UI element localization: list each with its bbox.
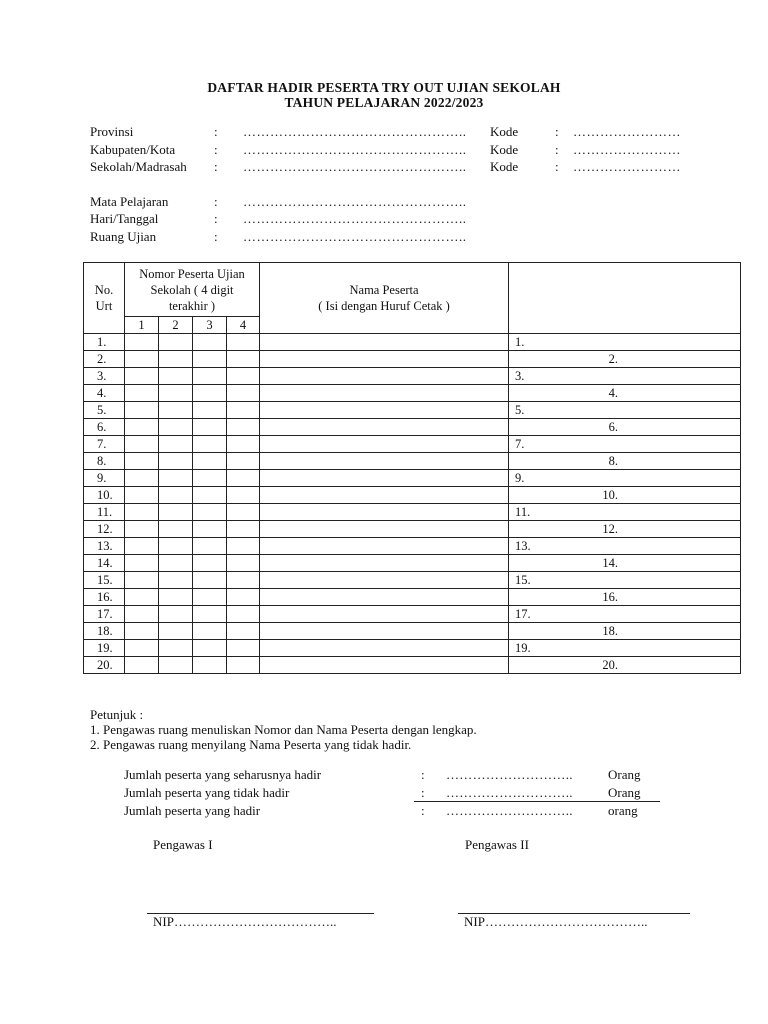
info-colon: : bbox=[214, 159, 218, 174]
signature-title-pengawas-2: Pengawas II bbox=[465, 837, 529, 852]
digit-cell[interactable] bbox=[159, 606, 193, 623]
digit-cell[interactable] bbox=[227, 589, 260, 606]
digit-cell[interactable] bbox=[159, 504, 193, 521]
summary-fill: ……………………….. bbox=[446, 803, 573, 818]
signature-cell[interactable]: 10. bbox=[509, 487, 741, 504]
header-tanda-tangan bbox=[509, 263, 741, 334]
digit-cell[interactable] bbox=[227, 419, 260, 436]
digit-cell[interactable] bbox=[159, 640, 193, 657]
info-colon: : bbox=[214, 229, 218, 244]
table-row bbox=[84, 521, 741, 538]
participant-name-cell[interactable] bbox=[260, 589, 509, 606]
table-row bbox=[84, 351, 741, 368]
digit-cell[interactable] bbox=[159, 470, 193, 487]
digit-cell[interactable] bbox=[125, 402, 159, 419]
participant-name-cell[interactable] bbox=[260, 538, 509, 555]
row-number: 14. bbox=[84, 555, 125, 572]
summary-colon: : bbox=[421, 785, 425, 800]
digit-cell[interactable] bbox=[227, 640, 260, 657]
info-fill-kabupaten: ………………………………………….. bbox=[243, 142, 467, 157]
row-number: 3. bbox=[84, 368, 125, 385]
digit-cell[interactable] bbox=[125, 504, 159, 521]
summary-unit: Orang bbox=[608, 767, 641, 782]
participant-name-cell[interactable] bbox=[260, 487, 509, 504]
signature-cell[interactable]: 14. bbox=[509, 555, 741, 572]
signature-cell[interactable]: 6. bbox=[509, 419, 741, 436]
info-colon: : bbox=[214, 211, 218, 226]
row-number: 13. bbox=[84, 538, 125, 555]
digit-cell[interactable] bbox=[125, 538, 159, 555]
signature-cell[interactable]: 13. bbox=[509, 538, 741, 555]
header-digit-1: 1 bbox=[125, 317, 159, 334]
summary-label-seharusnya: Jumlah peserta yang seharusnya hadir bbox=[124, 767, 322, 782]
signature-cell[interactable]: 17. bbox=[509, 606, 741, 623]
header-nama-line2: ( Isi dengan Huruf Cetak ) bbox=[318, 299, 450, 313]
digit-cell[interactable] bbox=[125, 453, 159, 470]
digit-cell[interactable] bbox=[193, 538, 227, 555]
participant-name-cell[interactable] bbox=[260, 453, 509, 470]
summary-fill: ……………………….. bbox=[446, 785, 573, 800]
summary-label-hadir: Jumlah peserta yang hadir bbox=[124, 803, 261, 818]
header-nama-line1: Nama Peserta bbox=[349, 283, 419, 297]
digit-cell[interactable] bbox=[193, 521, 227, 538]
kode-fill: …………………… bbox=[573, 142, 681, 157]
digit-cell[interactable] bbox=[227, 657, 260, 674]
participant-name-cell[interactable] bbox=[260, 470, 509, 487]
row-number: 15. bbox=[84, 572, 125, 589]
digit-cell[interactable] bbox=[159, 351, 193, 368]
digit-cell[interactable] bbox=[193, 504, 227, 521]
info-label-mata-pelajaran: Mata Pelajaran bbox=[90, 194, 169, 209]
info-fill-ruang-ujian: ………………………………………….. bbox=[243, 229, 467, 244]
row-number: 19. bbox=[84, 640, 125, 657]
participant-name-cell[interactable] bbox=[260, 657, 509, 674]
table-row bbox=[84, 419, 741, 436]
digit-cell[interactable] bbox=[159, 334, 193, 351]
digit-cell[interactable] bbox=[125, 572, 159, 589]
table-row bbox=[84, 555, 741, 572]
digit-cell[interactable] bbox=[227, 470, 260, 487]
info-fill-provinsi: ………………………………………….. bbox=[243, 124, 467, 139]
digit-cell[interactable] bbox=[227, 487, 260, 504]
digit-cell[interactable] bbox=[159, 436, 193, 453]
table-row bbox=[84, 504, 741, 521]
row-number: 6. bbox=[84, 419, 125, 436]
participant-name-cell[interactable] bbox=[260, 385, 509, 402]
table-row bbox=[84, 402, 741, 419]
header-digit-4: 4 bbox=[227, 317, 260, 334]
digit-cell[interactable] bbox=[193, 572, 227, 589]
info-label-provinsi: Provinsi bbox=[90, 124, 134, 139]
digit-cell[interactable] bbox=[227, 623, 260, 640]
table-row bbox=[84, 368, 741, 385]
digit-cell[interactable] bbox=[159, 555, 193, 572]
info-colon: : bbox=[214, 142, 218, 157]
digit-cell[interactable] bbox=[125, 521, 159, 538]
table-row bbox=[84, 470, 741, 487]
participant-name-cell[interactable] bbox=[260, 640, 509, 657]
digit-cell[interactable] bbox=[125, 555, 159, 572]
digit-cell[interactable] bbox=[193, 470, 227, 487]
info-fill-hari-tanggal: ………………………………………….. bbox=[243, 211, 467, 226]
participant-name-cell[interactable] bbox=[260, 623, 509, 640]
digit-cell[interactable] bbox=[125, 487, 159, 504]
kode-label: Kode bbox=[490, 142, 519, 157]
participant-name-cell[interactable] bbox=[260, 555, 509, 572]
signature-cell[interactable]: 12. bbox=[509, 521, 741, 538]
digit-cell[interactable] bbox=[227, 385, 260, 402]
table-row bbox=[84, 538, 741, 555]
header-no-urt: No. Urt bbox=[84, 263, 125, 334]
signature-cell[interactable]: 15. bbox=[509, 572, 741, 589]
info-colon: : bbox=[214, 124, 218, 139]
digit-cell[interactable] bbox=[159, 453, 193, 470]
signature-cell[interactable]: 4. bbox=[509, 385, 741, 402]
digit-cell[interactable] bbox=[125, 589, 159, 606]
digit-cell[interactable] bbox=[159, 657, 193, 674]
row-number: 17. bbox=[84, 606, 125, 623]
signature-cell[interactable]: 1. bbox=[509, 334, 741, 351]
digit-cell[interactable] bbox=[193, 351, 227, 368]
document-title: DAFTAR HADIR PESERTA TRY OUT UJIAN SEKOLAH bbox=[207, 80, 561, 95]
participant-name-cell[interactable] bbox=[260, 351, 509, 368]
signature-cell[interactable]: 9. bbox=[509, 470, 741, 487]
info-colon: : bbox=[214, 194, 218, 209]
participant-name-cell[interactable] bbox=[260, 368, 509, 385]
digit-cell[interactable] bbox=[193, 334, 227, 351]
row-number: 10. bbox=[84, 487, 125, 504]
digit-cell[interactable] bbox=[193, 589, 227, 606]
table-row bbox=[84, 657, 741, 674]
kode-colon: : bbox=[555, 159, 559, 174]
table-row bbox=[84, 334, 741, 351]
digit-cell[interactable] bbox=[193, 640, 227, 657]
digit-cell[interactable] bbox=[227, 555, 260, 572]
digit-cell[interactable] bbox=[227, 521, 260, 538]
row-number: 5. bbox=[84, 402, 125, 419]
table-row bbox=[84, 487, 741, 504]
digit-cell[interactable] bbox=[159, 538, 193, 555]
kode-label: Kode bbox=[490, 124, 519, 139]
table-row bbox=[84, 589, 741, 606]
digit-cell[interactable] bbox=[227, 334, 260, 351]
digit-cell[interactable] bbox=[193, 402, 227, 419]
row-number: 18. bbox=[84, 623, 125, 640]
summary-colon: : bbox=[421, 803, 425, 818]
digit-cell[interactable] bbox=[125, 606, 159, 623]
digit-cell[interactable] bbox=[125, 436, 159, 453]
summary-unit: Orang bbox=[608, 785, 641, 800]
digit-cell[interactable] bbox=[125, 657, 159, 674]
info-label-ruang-ujian: Ruang Ujian bbox=[90, 229, 157, 244]
kode-fill: …………………… bbox=[573, 159, 681, 174]
participant-name-cell[interactable] bbox=[260, 419, 509, 436]
summary-divider bbox=[414, 801, 660, 802]
table-row bbox=[84, 453, 741, 470]
signature-cell[interactable]: 18. bbox=[509, 623, 741, 640]
instruction-item: 2. Pengawas ruang menyilang Nama Peserta yang tidak hadir. bbox=[90, 737, 412, 752]
instruction-item: 1. Pengawas ruang menuliskan Nomor dan Nama Peserta dengan lengkap. bbox=[90, 722, 477, 737]
row-number: 8. bbox=[84, 453, 125, 470]
summary-unit: orang bbox=[608, 803, 638, 818]
signature-cell[interactable]: 2. bbox=[509, 351, 741, 368]
header-nama-peserta bbox=[260, 263, 509, 334]
row-number: 4. bbox=[84, 385, 125, 402]
row-number: 12. bbox=[84, 521, 125, 538]
digit-cell[interactable] bbox=[159, 521, 193, 538]
digit-cell[interactable] bbox=[193, 368, 227, 385]
digit-cell[interactable] bbox=[159, 385, 193, 402]
digit-cell[interactable] bbox=[193, 623, 227, 640]
header-digit-3: 3 bbox=[193, 317, 227, 334]
signature-title-pengawas-1: Pengawas I bbox=[153, 837, 213, 852]
row-number: 9. bbox=[84, 470, 125, 487]
attendance-rows bbox=[84, 334, 741, 674]
digit-cell[interactable] bbox=[159, 402, 193, 419]
table-row bbox=[84, 385, 741, 402]
digit-cell[interactable] bbox=[227, 538, 260, 555]
kode-colon: : bbox=[555, 124, 559, 139]
signature-cell[interactable]: 16. bbox=[509, 589, 741, 606]
info-label-hari-tanggal: Hari/Tanggal bbox=[90, 211, 159, 226]
digit-cell[interactable] bbox=[227, 402, 260, 419]
digit-cell[interactable] bbox=[159, 572, 193, 589]
header-nomor-peserta: Nomor Peserta Ujian Sekolah ( 4 digit terakhir ) bbox=[125, 263, 260, 317]
row-number: 1. bbox=[84, 334, 125, 351]
kode-fill: …………………… bbox=[573, 124, 681, 139]
digit-cell[interactable] bbox=[193, 419, 227, 436]
digit-cell[interactable] bbox=[193, 453, 227, 470]
participant-name-cell[interactable] bbox=[260, 606, 509, 623]
digit-cell[interactable] bbox=[193, 657, 227, 674]
digit-cell[interactable] bbox=[227, 368, 260, 385]
participant-name-cell[interactable] bbox=[260, 436, 509, 453]
row-number: 7. bbox=[84, 436, 125, 453]
table-row bbox=[84, 606, 741, 623]
digit-cell[interactable] bbox=[125, 334, 159, 351]
digit-cell[interactable] bbox=[227, 504, 260, 521]
participant-name-cell[interactable] bbox=[260, 572, 509, 589]
digit-cell[interactable] bbox=[227, 351, 260, 368]
digit-cell[interactable] bbox=[125, 470, 159, 487]
nip-pengawas-1: NIP……………………………….. bbox=[153, 914, 337, 929]
signature-cell[interactable]: 8. bbox=[509, 453, 741, 470]
instructions-heading: Petunjuk : bbox=[90, 707, 144, 722]
digit-cell[interactable] bbox=[125, 640, 159, 657]
digit-cell[interactable] bbox=[125, 385, 159, 402]
digit-cell[interactable] bbox=[125, 368, 159, 385]
info-label-sekolah: Sekolah/Madrasah bbox=[90, 159, 187, 174]
digit-cell[interactable] bbox=[125, 419, 159, 436]
digit-cell[interactable] bbox=[159, 623, 193, 640]
digit-cell[interactable] bbox=[193, 385, 227, 402]
table-row bbox=[84, 623, 741, 640]
row-number: 2. bbox=[84, 351, 125, 368]
kode-colon: : bbox=[555, 142, 559, 157]
document-subtitle: TAHUN PELAJARAN 2022/2023 bbox=[284, 95, 484, 110]
summary-colon: : bbox=[421, 767, 425, 782]
row-number: 11. bbox=[84, 504, 125, 521]
kode-label: Kode bbox=[490, 159, 519, 174]
signature-cell[interactable]: 11. bbox=[509, 504, 741, 521]
info-label-kabupaten: Kabupaten/Kota bbox=[90, 142, 176, 157]
digit-cell[interactable] bbox=[193, 436, 227, 453]
attendance-table bbox=[83, 262, 741, 674]
digit-cell[interactable] bbox=[227, 572, 260, 589]
table-row bbox=[84, 436, 741, 453]
digit-cell[interactable] bbox=[159, 487, 193, 504]
participant-name-cell[interactable] bbox=[260, 402, 509, 419]
digit-cell[interactable] bbox=[159, 419, 193, 436]
digit-cell[interactable] bbox=[193, 487, 227, 504]
row-number: 16. bbox=[84, 589, 125, 606]
signature-cell[interactable]: 5. bbox=[509, 402, 741, 419]
summary-fill: ……………………….. bbox=[446, 767, 573, 782]
header-digit-2: 2 bbox=[159, 317, 193, 334]
participant-name-cell[interactable] bbox=[260, 504, 509, 521]
digit-cell[interactable] bbox=[227, 436, 260, 453]
digit-cell[interactable] bbox=[159, 589, 193, 606]
digit-cell[interactable] bbox=[193, 555, 227, 572]
info-fill-sekolah: ………………………………………….. bbox=[243, 159, 467, 174]
summary-label-tidak-hadir: Jumlah peserta yang tidak hadir bbox=[124, 785, 290, 800]
signature-cell[interactable]: 20. bbox=[509, 657, 741, 674]
table-row bbox=[84, 572, 741, 589]
participant-name-cell[interactable] bbox=[260, 521, 509, 538]
digit-cell[interactable] bbox=[125, 623, 159, 640]
signature-cell[interactable]: 3. bbox=[509, 368, 741, 385]
row-number: 20. bbox=[84, 657, 125, 674]
info-fill-mata-pelajaran: ………………………………………….. bbox=[243, 194, 467, 209]
digit-cell[interactable] bbox=[159, 368, 193, 385]
digit-cell[interactable] bbox=[227, 606, 260, 623]
digit-cell[interactable] bbox=[193, 606, 227, 623]
signature-cell[interactable]: 7. bbox=[509, 436, 741, 453]
nip-pengawas-2: NIP……………………………….. bbox=[464, 914, 648, 929]
table-row bbox=[84, 640, 741, 657]
participant-name-cell[interactable] bbox=[260, 334, 509, 351]
digit-cell[interactable] bbox=[227, 453, 260, 470]
digit-cell[interactable] bbox=[125, 351, 159, 368]
signature-cell[interactable]: 19. bbox=[509, 640, 741, 657]
